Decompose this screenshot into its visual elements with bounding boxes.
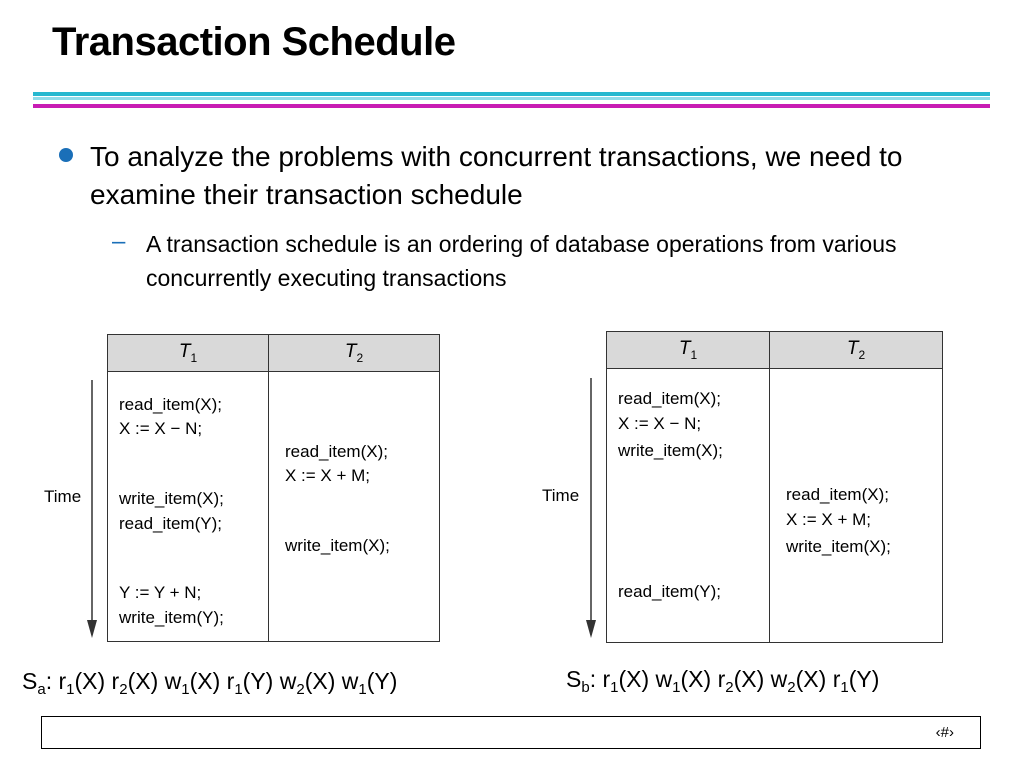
- formula-operation: $w_1(X)$: [164, 668, 221, 698]
- time-arrow-a-icon: [84, 380, 100, 640]
- formula-operation: $w_1(Y)$: [341, 668, 398, 698]
- formula-label: S: [566, 666, 582, 692]
- schedule-a-t2-op: read_item(X);: [285, 442, 388, 461]
- formula-operation: $w_2(X)$: [279, 668, 336, 698]
- schedule-b-t1-op: read_item(Y);: [618, 582, 721, 601]
- formula-label: S: [22, 668, 38, 694]
- schedule-b-t1-op: write_item(X);: [618, 441, 723, 460]
- sub-bullet-dash: –: [112, 228, 126, 255]
- schedule-a-formula: $S_a$: $r_1(X)$ $r_2(X)$ $w_1(X)$ $r_1(Y)$ $w_2(X)$ $w_1(Y)$: [22, 668, 398, 698]
- schedule-b-t2-op: X := X + M;: [786, 510, 872, 529]
- bullet-text-1: To analyze the problems with concurrent transactions, we need to examine their transaction schedule: [90, 141, 903, 210]
- schedule-b-t1-op: read_item(X);: [618, 389, 721, 408]
- schedule-b-t1-op: X := X − N;: [618, 414, 702, 433]
- time-arrow-b-icon: [583, 378, 599, 640]
- schedule-a-header-t1: $T_1$: [108, 335, 269, 372]
- title-rule-magenta: [33, 104, 990, 108]
- title-rule-light-cyan: [33, 97, 990, 100]
- schedule-a-t1-op: write_item(X);: [119, 489, 224, 508]
- schedule-a-t1-cell: [108, 372, 269, 642]
- schedule-b-t2-cell: [770, 369, 943, 643]
- footer-box: [41, 716, 981, 749]
- formula-operation: $w_2(X)$: [770, 666, 827, 696]
- schedule-b-formula: $S_b$: $r_1(X)$ $w_1(X)$ $r_2(X)$ $w_2(X)$ $r_1(Y)$: [566, 666, 880, 696]
- schedule-a-t1-op: Y := Y + N;: [119, 583, 202, 602]
- schedule-a-header-t2: $T_2$: [269, 335, 440, 372]
- schedule-a-t1-op: read_item(Y);: [119, 514, 222, 533]
- formula-operation: $r_1(X)$: [602, 666, 650, 696]
- formula-operation: $w_1(X)$: [655, 666, 712, 696]
- schedule-a-t2-cell: [269, 372, 440, 642]
- bullet-text-2: A transaction schedule is an ordering of database operations from various concurrently executing transactions: [146, 231, 897, 291]
- title-rule-cyan: [33, 92, 990, 96]
- formula-operation: $r_1(X)$: [58, 668, 106, 698]
- time-label-b: Time: [542, 486, 580, 505]
- schedule-a-table: [107, 334, 440, 642]
- schedule-b-t2-op: read_item(X);: [786, 485, 889, 504]
- formula-operation: $r_1(Y)$: [226, 668, 274, 698]
- schedule-a-t1-op: write_item(Y);: [119, 608, 224, 627]
- schedule-a-t1-op: X := X − N;: [119, 419, 203, 438]
- schedule-a-t2-op: write_item(X);: [285, 536, 390, 555]
- formula-label-sub: b: [581, 679, 590, 696]
- schedule-b-t1-cell: [607, 369, 770, 643]
- schedule-b-header-t2: $T_2$: [770, 332, 943, 369]
- schedule-b-table: [606, 331, 943, 643]
- schedule-a-t2-op: X := X + M;: [285, 466, 371, 485]
- page-number: ‹#›: [935, 724, 954, 741]
- schedule-b-t2-op: write_item(X);: [786, 537, 891, 556]
- schedule-b-header-t1: $T_1$: [607, 332, 770, 369]
- schedule-a-t1-op: read_item(X);: [119, 395, 222, 414]
- formula-operation: $r_1(Y)$: [832, 666, 880, 696]
- bullet-dot-icon: [59, 148, 73, 162]
- time-label-a: Time: [44, 487, 82, 506]
- formula-label-sub: a: [37, 681, 46, 698]
- slide-title: Transaction Schedule: [52, 20, 456, 64]
- formula-operation: $r_2(X)$: [717, 666, 765, 696]
- formula-operation: $r_2(X)$: [111, 668, 159, 698]
